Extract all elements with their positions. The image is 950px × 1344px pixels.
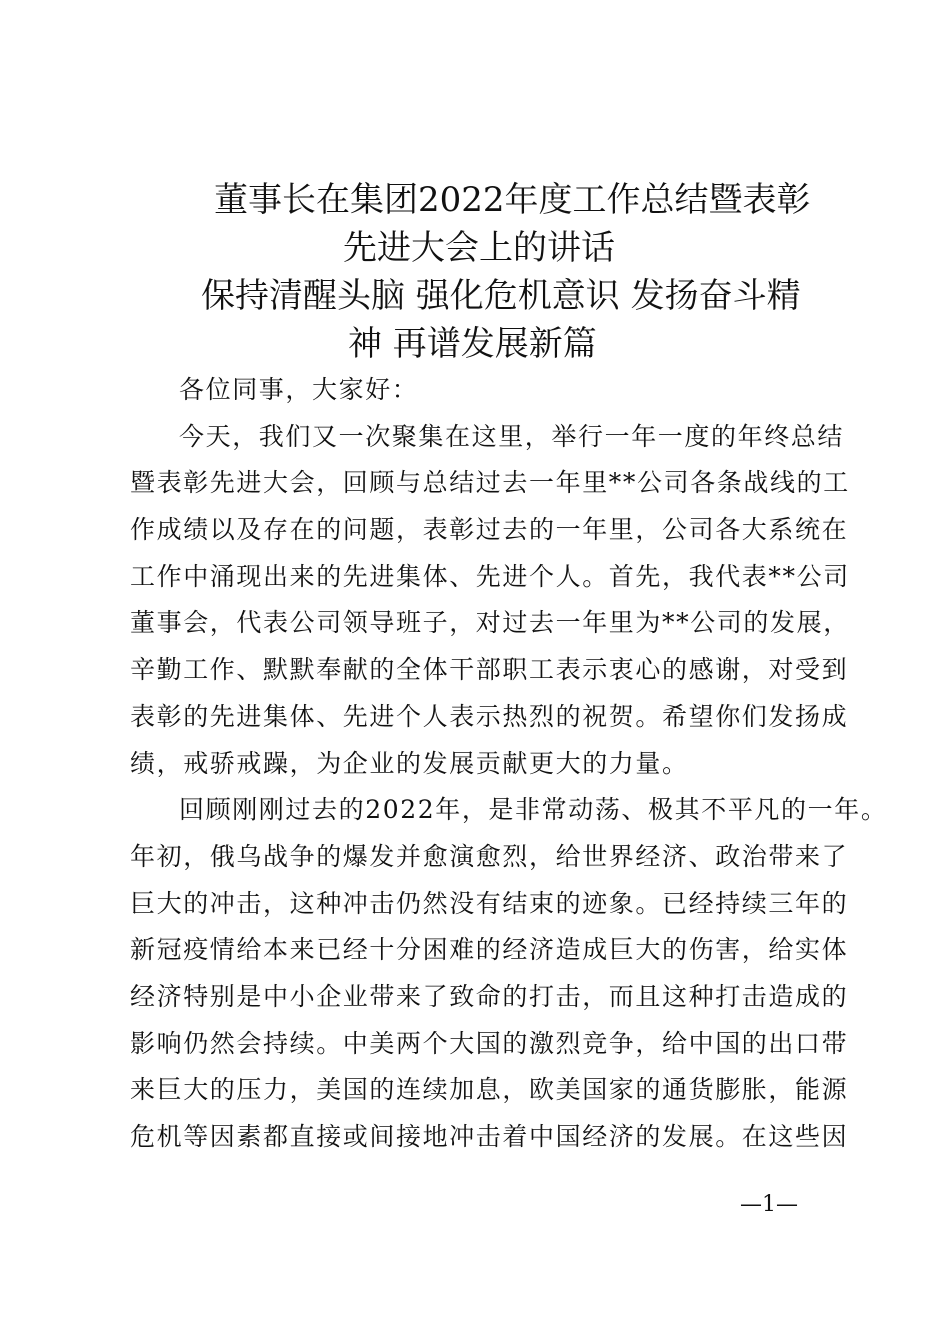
paragraph-line: 绩，戒骄戒躁，为企业的发展贡献更大的力量。: [130, 748, 689, 778]
paragraph-line: 来巨大的压力，美国的连续加息，欧美国家的通货膨胀，能源: [130, 1075, 849, 1105]
paragraph-line: 经济特别是中小企业带来了致命的打击，而且这种打击造成的: [130, 981, 849, 1011]
paragraph-line: 工作中涌现出来的先进集体、先进个人。首先，我代表**公司: [130, 561, 850, 591]
title-line-1: 董事长在集团2022年度工作总结暨表彰: [214, 180, 811, 220]
title-line-2: 先进大会上的讲话: [343, 228, 615, 268]
paragraph-line: 年初，俄乌战争的爆发并愈演愈烈，给世界经济、政治带来了: [130, 841, 849, 871]
paragraph-line: 暨表彰先进大会，回顾与总结过去一年里**公司各条战线的工: [130, 468, 850, 498]
paragraph-line: 今天，我们又一次聚集在这里，举行一年一度的年终总结: [179, 421, 845, 451]
paragraph-line: 表彰的先进集体、先进个人表示热烈的祝贺。希望你们发扬成: [130, 701, 849, 731]
paragraph-1: [130, 414, 850, 788]
page-number: —1—: [740, 1192, 798, 1217]
subtitle-line-2: 神 再谱发展新篇: [348, 324, 597, 364]
paragraph-2: [130, 787, 888, 1161]
paragraph-line: 董事会，代表公司领导班子，对过去一年里为**公司的发展，: [130, 608, 850, 638]
title-block: [130, 176, 830, 368]
paragraph-line: 巨大的冲击，这种冲击仍然没有结束的迹象。已经持续三年的: [130, 888, 849, 918]
salutation: 各位同事，大家好：: [179, 375, 419, 404]
document-body: [130, 367, 888, 1161]
paragraph-line: 影响仍然会持续。中美两个大国的激烈竞争，给中国的出口带: [130, 1028, 849, 1058]
paragraph-line: 新冠疫情给本来已经十分困难的经济造成巨大的伤害，给实体: [130, 935, 849, 965]
paragraph-line: 危机等因素都直接或间接地冲击着中国经济的发展。在这些因: [130, 1122, 849, 1151]
subtitle-line-1: 保持清醒头脑 强化危机意识 发扬奋斗精: [201, 276, 801, 316]
paragraph-line: 回顾刚刚过去的2022年，是非常动荡、极其不平凡的一年。: [179, 795, 888, 825]
paragraph-line: 作成绩以及存在的问题，表彰过去的一年里，公司各大系统在: [130, 515, 849, 545]
paragraph-line: 辛勤工作、默默奉献的全体干部职工表示衷心的感谢，对受到: [130, 655, 849, 685]
